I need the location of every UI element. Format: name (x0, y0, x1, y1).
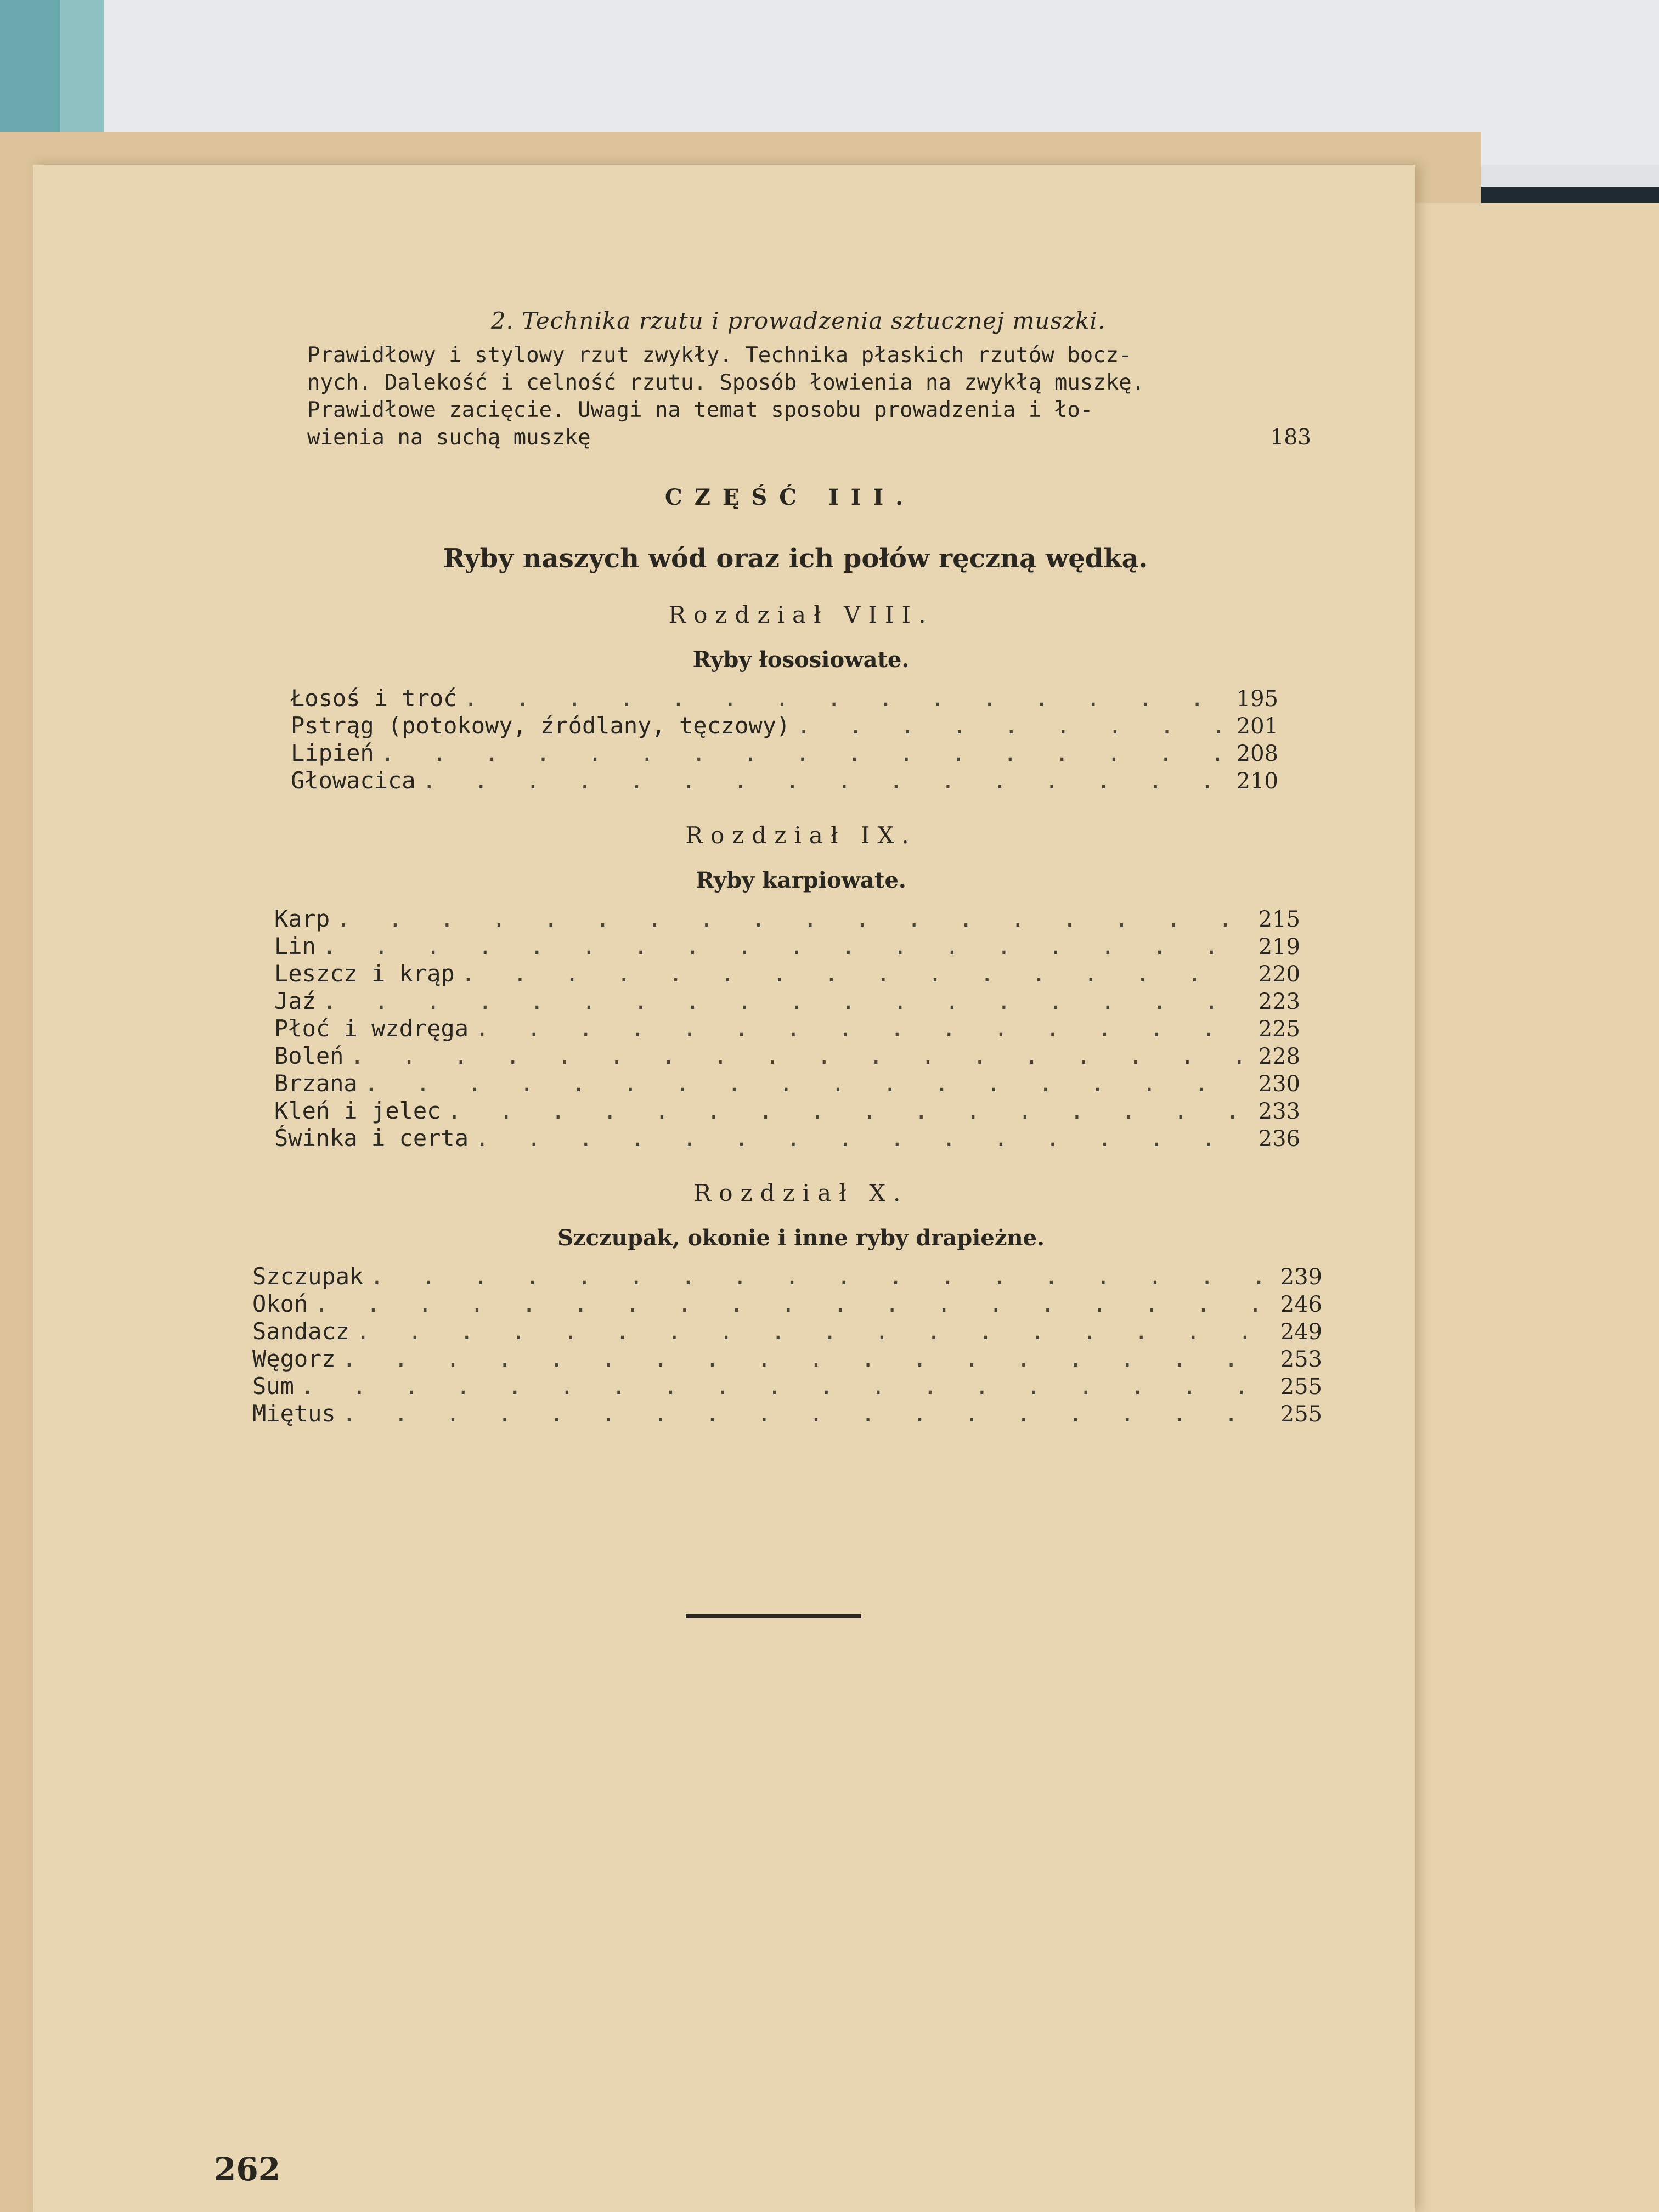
dot-leader (350, 1042, 1244, 1069)
page-number: 262 (214, 2151, 281, 2188)
toc-entry-page: 246 (1280, 1292, 1322, 1317)
toc-entry (274, 1042, 1300, 1070)
facing-page (1404, 203, 1659, 2212)
toc-entry-title: Pstrąg (potokowy, źródlany, tęczowy) (291, 712, 791, 739)
toc-entry-title: Łosoś i troć (291, 685, 458, 712)
dot-leader (314, 1290, 1266, 1317)
dot-leader (447, 1097, 1244, 1124)
dot-leader (370, 1263, 1266, 1290)
toc-entry (274, 960, 1300, 988)
dot-leader (422, 767, 1222, 794)
toc-entry-title: Boleń (274, 1042, 344, 1069)
section-heading: 2. Technika rzutu i prowadzenia sztucznej muszki. (490, 307, 1106, 334)
toc-entry-title: Lin (274, 933, 316, 960)
toc-entry-page: 208 (1236, 741, 1278, 766)
dot-leader (475, 1125, 1244, 1152)
part-title: Ryby naszych wód oraz ich połów ręczną wędką. (443, 543, 1148, 574)
chapter-title: Ryby łososiowate. (692, 647, 910, 673)
toc-entry-title: Sum (252, 1373, 294, 1400)
toc-entry (252, 1345, 1322, 1373)
toc-entry-page: 225 (1258, 1017, 1300, 1042)
toc-entry-title: Okoń (252, 1290, 308, 1317)
toc-entry (274, 1015, 1300, 1042)
table-of-contents (230, 307, 1322, 1898)
chapter-entry-list (291, 685, 1278, 794)
toc-entry (274, 988, 1300, 1015)
toc-entry-page: 236 (1258, 1126, 1300, 1152)
toc-entry (291, 685, 1278, 712)
dot-leader (364, 1070, 1244, 1097)
section-page-number: 183 (1270, 425, 1311, 450)
toc-entry-page: 230 (1258, 1071, 1300, 1097)
dot-leader (381, 740, 1222, 766)
toc-entry-page: 239 (1280, 1265, 1322, 1290)
toc-entry-page: 255 (1280, 1374, 1322, 1400)
toc-entry-page: 233 (1258, 1099, 1300, 1124)
toc-entry-page: 253 (1280, 1347, 1322, 1372)
part-label: CZĘŚĆ III. (664, 484, 916, 510)
toc-entry (274, 1097, 1300, 1125)
dot-leader (323, 988, 1244, 1014)
toc-entry (252, 1263, 1322, 1290)
toc-entry-title: Szczupak (252, 1263, 364, 1290)
chapter-entry-list (252, 1263, 1322, 1427)
chapter-title: Szczupak, okonie i inne ryby drapieżne. (557, 1225, 1045, 1251)
toc-entry-title: Węgorz (252, 1345, 336, 1372)
toc-entry-page: 255 (1280, 1402, 1322, 1427)
section-description-line: Prawidłowy i stylowy rzut zwykły. Technika płaskich rzutów bocz- (307, 343, 1132, 368)
toc-entry-title: Karp (274, 905, 330, 932)
dot-leader (475, 1015, 1244, 1042)
chapter-label: Rozdział IX. (685, 822, 917, 849)
end-rule (686, 1614, 861, 1618)
toc-entry-title: Lipień (291, 740, 374, 766)
toc-entry (291, 712, 1278, 740)
dot-leader (464, 685, 1222, 712)
toc-entry-page: 223 (1258, 989, 1300, 1014)
toc-entry (252, 1318, 1322, 1345)
chapter-label: Rozdział X. (693, 1180, 909, 1206)
toc-entry-title: Sandacz (252, 1318, 350, 1345)
toc-entry-page: 195 (1236, 686, 1278, 712)
toc-entry-page: 219 (1258, 934, 1300, 960)
toc-entry (274, 905, 1300, 933)
background-object-shade (0, 0, 60, 137)
section-description-line: wienia na suchą muszkę (307, 425, 591, 450)
dot-leader (461, 960, 1244, 987)
dot-leader (797, 712, 1222, 739)
section-description-line: nych. Dalekość i celność rzutu. Sposób łowienia na zwykłą muszkę. (307, 370, 1145, 395)
toc-entry-page: 201 (1236, 714, 1278, 739)
dot-leader (342, 1400, 1266, 1427)
toc-entry-title: Płoć i wzdręga (274, 1015, 469, 1042)
section-description (307, 342, 1311, 452)
toc-entry (274, 1125, 1300, 1152)
chapter-label: Rozdział VIII. (668, 601, 934, 628)
toc-entry (252, 1290, 1322, 1318)
toc-entry-page: 210 (1236, 769, 1278, 794)
chapter-title: Ryby karpiowate. (696, 867, 906, 893)
toc-entry (291, 767, 1278, 794)
dot-leader (301, 1373, 1266, 1400)
toc-entry-title: Miętus (252, 1400, 336, 1427)
chapter-entry-list (274, 905, 1300, 1152)
dot-leader (356, 1318, 1266, 1345)
dot-leader (323, 933, 1244, 960)
toc-entry-title: Głowacica (291, 767, 416, 794)
toc-entry (274, 1070, 1300, 1097)
toc-entry-page: 220 (1258, 962, 1300, 987)
toc-entry-page: 215 (1258, 907, 1300, 932)
toc-entry-page: 228 (1258, 1044, 1300, 1069)
section-description-line: Prawidłowe zacięcie. Uwagi na temat sposobu prowadzenia i ło- (307, 398, 1093, 422)
toc-entry (274, 933, 1300, 960)
toc-entry-title: Jaź (274, 988, 316, 1014)
dot-leader (342, 1345, 1266, 1372)
toc-entry-title: Kleń i jelec (274, 1097, 441, 1124)
dot-leader (336, 905, 1244, 932)
toc-entry-title: Leszcz i krąp (274, 960, 455, 987)
background-object (0, 0, 104, 137)
toc-entry (291, 740, 1278, 767)
toc-entry-title: Świnka i certa (274, 1125, 469, 1152)
toc-entry-page: 249 (1280, 1319, 1322, 1345)
toc-entry-title: Brzana (274, 1070, 358, 1097)
toc-entry (252, 1373, 1322, 1400)
toc-entry (252, 1400, 1322, 1427)
